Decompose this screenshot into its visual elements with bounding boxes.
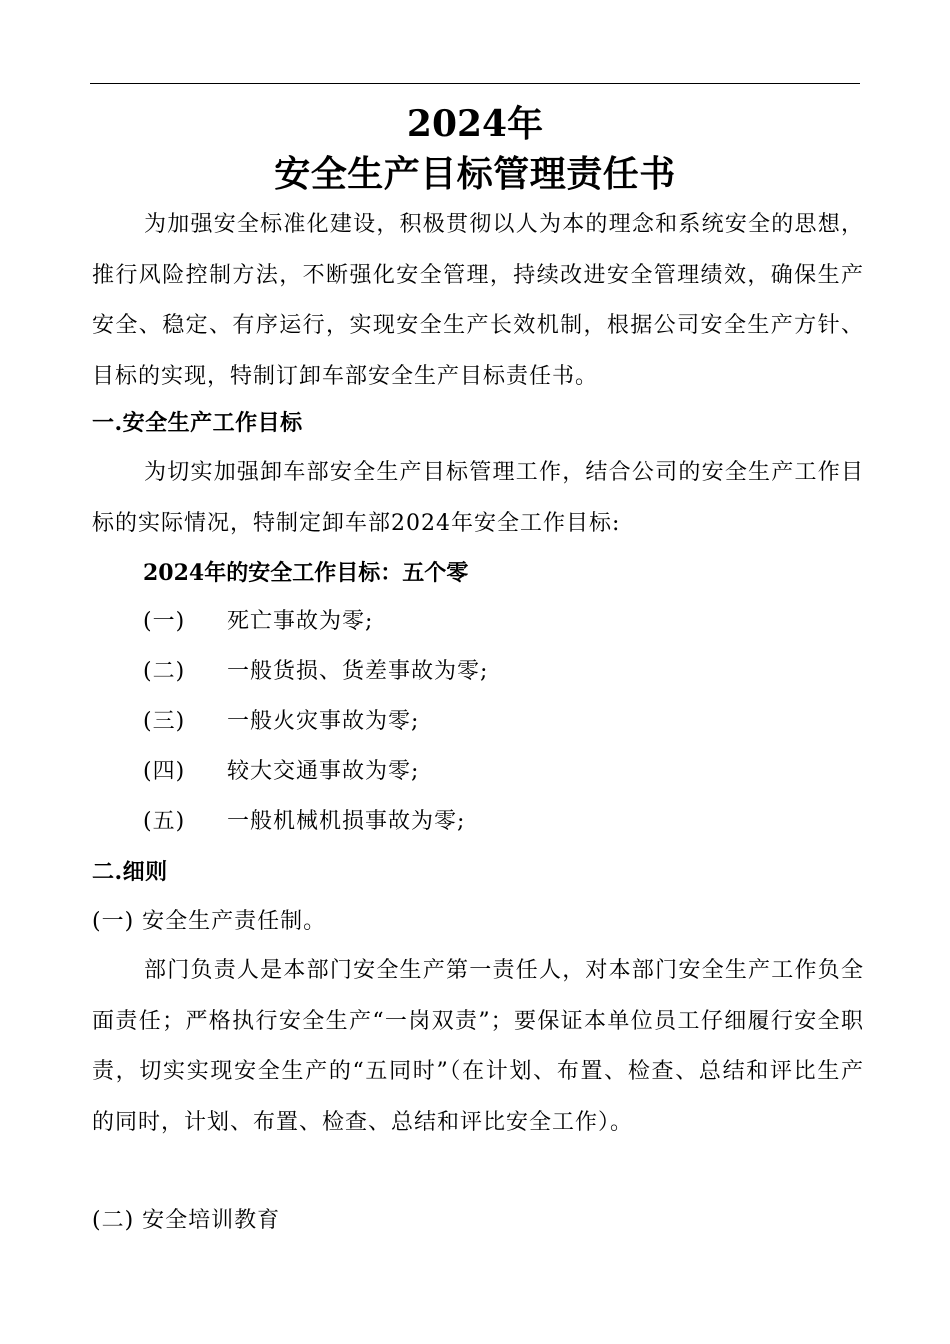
intro-paragraph: 为加强安全标准化建设，积极贯彻以人为本的理念和系统安全的思想，推行风险控制方法，不断强化安全管理，持续改进安全管理绩效，确保生产安全、稳定、有序运行，实现安全生产长效机制，根据公司安全生产方针、目标的实现，特制订卸车部安全生产目标责任书。 xyxy=(92,212,864,389)
goal-item xyxy=(143,657,488,687)
subsection-2-heading: (二) 安全培训教育 xyxy=(92,1208,281,1233)
section-1-heading: 一.安全生产工作目标 xyxy=(92,410,303,436)
goal-number: (四) xyxy=(143,759,186,784)
goal-text: 一般机械机损事故为零; xyxy=(227,809,466,834)
section-2-heading: 二.细则 xyxy=(92,859,168,885)
goal-item xyxy=(143,707,419,737)
goal-number: (一) xyxy=(143,609,186,634)
goal-item xyxy=(143,607,373,637)
goal-text: 较大交通事故为零; xyxy=(227,759,420,784)
goal-number: (五) xyxy=(143,809,186,834)
goals-heading: 2024年的安全工作目标：五个零 xyxy=(143,560,469,586)
goal-item xyxy=(143,757,419,787)
goal-number: (二) xyxy=(143,659,186,684)
goal-text: 死亡事故为零; xyxy=(227,609,374,634)
header-rule xyxy=(90,83,860,84)
subsection-1-paragraph: 部门负责人是本部门安全生产第一责任人，对本部门安全生产工作负全面责任；严格执行安全生产“一岗双责”；要保证本单位员工仔细履行安全职责，切实实现安全生产的“五同时”（在计划、布置、检查、总结和评比生产的同时，计划、布置、检查、总结和评比安全工作）。 xyxy=(92,958,864,1135)
goal-text: 一般货损、货差事故为零; xyxy=(227,659,489,684)
goal-item xyxy=(143,807,465,837)
title-year: 2024年 xyxy=(406,103,544,145)
section-1-paragraph: 为切实加强卸车部安全生产目标管理工作，结合公司的安全生产工作目标的实际情况，特制定卸车部2024年安全工作目标: xyxy=(92,460,864,536)
subsection-1-heading: (一) 安全生产责任制。 xyxy=(92,909,327,934)
goal-number: (三) xyxy=(143,709,186,734)
document-title: 安全生产目标管理责任书 xyxy=(274,153,676,195)
goal-text: 一般火灾事故为零; xyxy=(227,709,420,734)
